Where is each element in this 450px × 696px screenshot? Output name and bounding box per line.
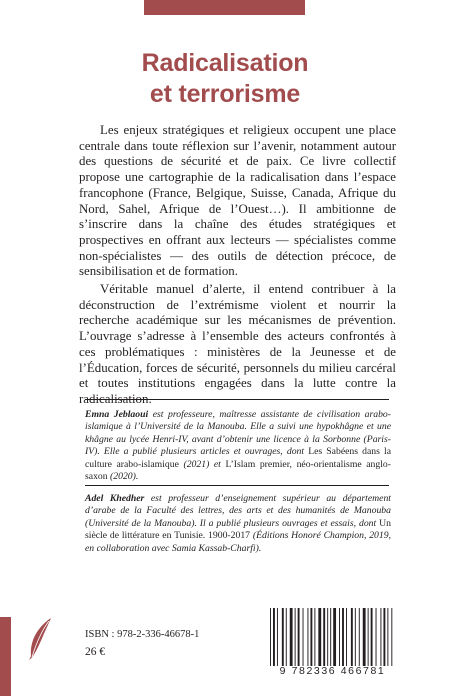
barcode-bar (355, 608, 356, 666)
author-name: Emna Jeblaoui (85, 409, 149, 420)
author-name: Adel Khedher (85, 493, 145, 504)
barcode-bar (376, 608, 377, 666)
barcode-bar (346, 608, 347, 666)
top-accent-bar (144, 0, 305, 15)
barcode-bar (333, 608, 336, 666)
barcode-bar (368, 608, 369, 666)
barcode-bar (380, 608, 381, 666)
barcode-bar (330, 608, 331, 666)
divider-line (85, 399, 389, 400)
barcode-bar (282, 608, 284, 666)
barcode-bar (270, 608, 271, 666)
barcode-bar (273, 608, 275, 666)
author-bio-1: Emna Jeblaoui est professeure, maîtresse assistante de civilisation arabo-islamique à l’Université de la Manouba. Elle a suivi une hypokhâgne et une khâgne au lycée Henri-IV, avant d’obtenir une licence à la Sorbonne (Paris-IV). Elle a publié plusieurs articles et ouvrages, dont Les Sabéens dans la culture arabo-islamique (2021) et L’Islam premier, néo-orientalisme anglo-saxon (2020). (85, 409, 391, 483)
barcode-digits: 9 782336 466781 (279, 665, 386, 677)
barcode-bar (351, 608, 353, 666)
author-bio-2: Adel Khedher est professeur d’enseignement supérieur au département d’arabe de la Faculté des lettres, des arts et des humanités de Manouba (Université de la Manouba). Il a publié plusieurs ouvrages et essais, dont Un siècle de littérature en Tunisie. 1900-2017 (Éditions Honoré Champion, 2019, en collaboration avec Samia Kassab-Charfi). (85, 493, 392, 554)
barcode-bar (314, 608, 315, 666)
barcode-bar (339, 608, 340, 666)
book-title-ref: Les Sabéens dans la culture arabo-islamique (85, 446, 391, 470)
barcode-bar (303, 608, 304, 666)
summary-paragraph-1: Les enjeux stratégiques et religieux occupent une place centrale dans toute réflexion sur l’avenir, notamment autour des questions de sécurité et de paix. Ce livre collectif propose une cartographie de la radicalisation dans l’espace francophone (France, Belgique, Suisse, Canada, Afrique du Nord, Sahel, Afrique de l’Ouest…). Il ambitionne de s’inscrire dans la chaîne des études stratégiques et prospectives en offrant aux lecteurs — spécialistes comme non-spécialistes — des outils de détection précoce, de sensibilisation et de formation. (79, 123, 396, 279)
barcode-bar (363, 608, 366, 666)
barcode-bar (359, 608, 360, 666)
book-title (0, 48, 450, 110)
book-title-ref: L’Islam premier, néo-orientalisme anglo-saxon (85, 458, 391, 483)
back-cover-summary (79, 123, 396, 408)
divider-line (85, 485, 389, 486)
barcode-bar (286, 608, 287, 666)
isbn: ISBN : 978-2-336-46678-1 (85, 629, 200, 640)
barcode-bar (298, 608, 300, 666)
barcode-bar (371, 608, 373, 666)
barcode-bar (327, 608, 328, 666)
barcode (259, 605, 406, 683)
barcode-bar (318, 608, 321, 666)
barcode-bar (387, 608, 388, 666)
title-line-1: Radicalisation (141, 48, 309, 77)
book-title-ref: Un siècle de littérature en Tunisie. 1900-2017 (85, 517, 391, 542)
barcode-bar (383, 608, 385, 666)
barcode-bars (269, 608, 402, 666)
price: 26 € (85, 646, 106, 658)
barcode-bar (290, 608, 293, 666)
barcode-bar (323, 608, 325, 666)
quill-icon (27, 617, 53, 661)
summary-paragraph-2: Véritable manuel d’alerte, il entend contribuer à la déconstruction de l’extrémisme violent et nourrir la recherche académique sur les mécanismes de prévention. L’ouvrage s’adresse à l’ensemble des acteurs confrontés à ces problématiques : ministères de la Jeunesse et de l’Éducation, forces de sécurité, personnels du milieu carcéral et toutes institutions engagées dans la lutte contre la radicalisation. (79, 282, 396, 406)
barcode-bar (307, 608, 308, 666)
barcode-bar (342, 608, 344, 666)
title-line-2: et terrorisme (149, 79, 301, 108)
barcode-bar (277, 608, 278, 666)
left-accent-bar (0, 617, 11, 696)
barcode-bar (295, 608, 296, 666)
barcode-bar (310, 608, 312, 666)
barcode-bar (391, 608, 392, 666)
